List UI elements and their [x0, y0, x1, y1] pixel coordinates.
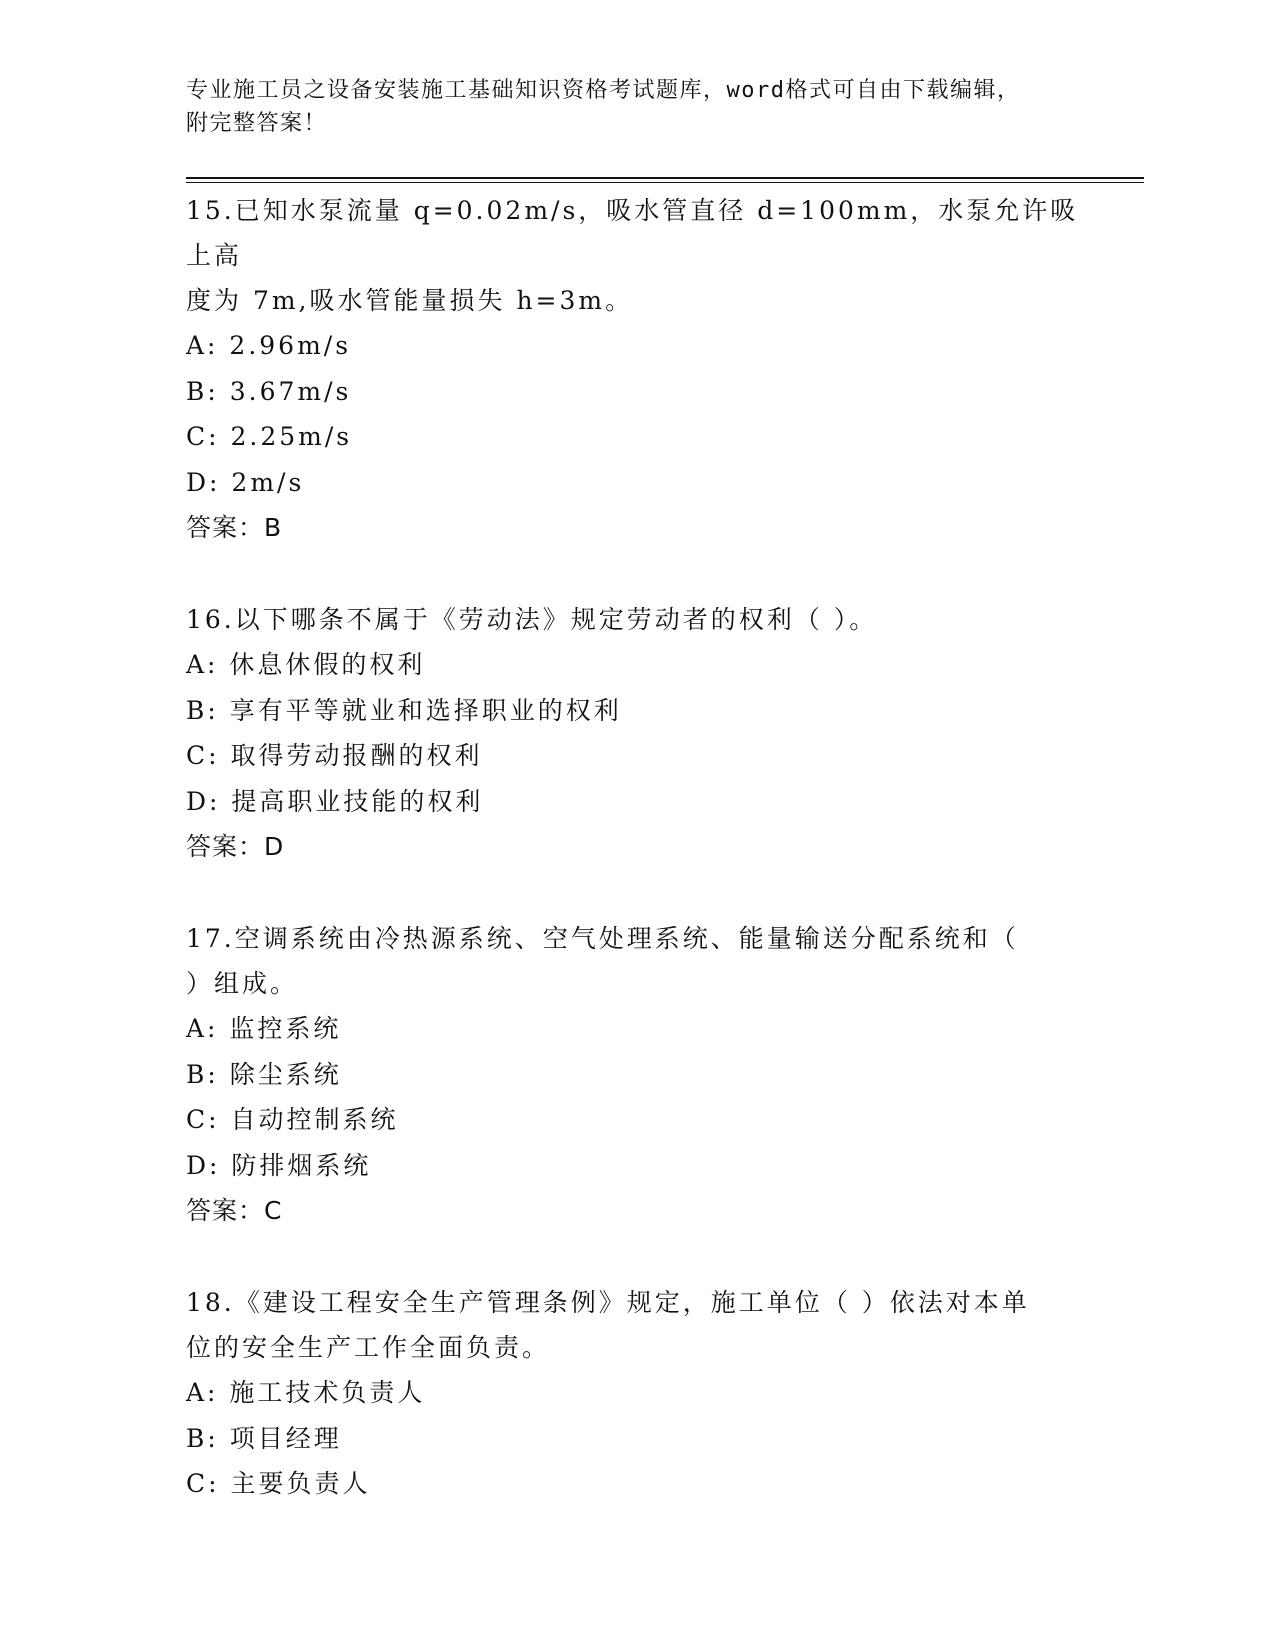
- document-header: [186, 74, 1066, 140]
- question-stem: 16.以下哪条不属于《劳动法》规定劳动者的权利（ ）。: [186, 605, 878, 634]
- question-stem: 位的安全生产工作全面负责。: [186, 1333, 551, 1362]
- option-b: B: 项目经理: [186, 1423, 342, 1453]
- question-stem: 17.空调系统由冷热源系统、空气处理系统、能量输送分配系统和（: [186, 924, 1019, 953]
- option-c: C: 取得劳动报酬的权利: [186, 741, 483, 770]
- question-17: [186, 916, 1086, 1234]
- question-stem: 15.已知水泵流量 q=0.02m/s，吸水管直径 d=100mm，水泵允许吸上高: [186, 196, 1079, 270]
- question-18: [186, 1280, 1086, 1507]
- option-b: B: 3.67m/s: [186, 376, 352, 406]
- question-stem: 度为 7m,吸水管能量损失 h=3m。: [186, 286, 634, 315]
- question-16: [186, 597, 1086, 870]
- question-stem: 18.《建设工程安全生产管理条例》规定，施工单位（ ）依法对本单: [186, 1288, 1030, 1317]
- answer: 答案：B: [186, 513, 283, 542]
- option-a: A: 2.96m/s: [186, 331, 352, 360]
- question-stem: ）组成。: [186, 969, 299, 998]
- header-line-1: 专业施工员之设备安装施工基础知识资格考试题库，word格式可自由下载编辑，: [186, 78, 1021, 103]
- option-c: C: 主要负责人: [186, 1469, 371, 1498]
- question-list: [186, 188, 1086, 1553]
- option-b: B: 享有平等就业和选择职业的权利: [186, 695, 622, 725]
- answer: 答案：C: [186, 1196, 283, 1225]
- option-a: A: 休息休假的权利: [186, 650, 426, 679]
- answer: 答案：D: [186, 832, 285, 861]
- option-c: C: 自动控制系统: [186, 1105, 399, 1134]
- header-line-2: 附完整答案！: [186, 111, 328, 136]
- option-b: B: 除尘系统: [186, 1059, 342, 1089]
- header-rule-bottom: [186, 182, 1144, 183]
- option-a: A: 施工技术负责人: [186, 1378, 426, 1407]
- option-d: D: 2m/s: [186, 467, 305, 497]
- option-d: D: 防排烟系统: [186, 1150, 372, 1180]
- question-15: [186, 188, 1086, 551]
- header-rule-top: [186, 177, 1144, 179]
- option-c: C: 2.25m/s: [186, 422, 353, 451]
- option-d: D: 提高职业技能的权利: [186, 786, 484, 816]
- option-a: A: 监控系统: [186, 1014, 342, 1043]
